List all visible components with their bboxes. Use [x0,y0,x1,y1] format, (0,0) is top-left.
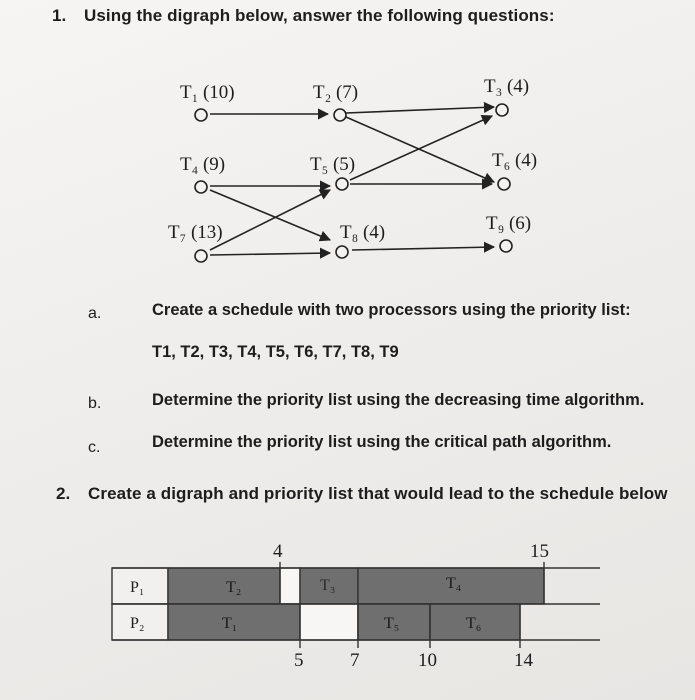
processor-label-p1: P₁ [130,579,145,596]
label-t5: T₅ (5) [310,154,356,175]
axis-top-4: 4 [273,541,283,562]
axis-top-15: 15 [530,541,549,562]
block-label-t3: T₃ [320,577,336,594]
block-label-t2: T₂ [226,579,242,596]
part-c-text: Determine the priority list using the critical path algorithm. [152,433,612,451]
block-label-t5: T₅ [384,615,400,632]
part-b-text: Determine the priority list using the decreasing time algorithm. [152,391,645,409]
part-a-letter: a. [88,305,102,322]
block-label-t6: T₆ [466,615,482,632]
part-c-letter: c. [88,439,101,456]
question-2-prompt: Create a digraph and priority list that would lead to the schedule below [88,484,668,503]
processor-label-p2: P₂ [130,615,145,632]
axis-bottom-10: 10 [418,650,437,671]
part-b-letter: b. [88,395,102,412]
part-a-priority-list: T1, T2, T3, T4, T5, T6, T7, T8, T9 [152,343,399,361]
label-t6: T₆ (4) [492,150,538,171]
axis-bottom-5: 5 [294,650,304,671]
block-label-t4: T₄ [446,575,462,592]
label-t7: T₇ (13) [168,222,223,243]
question-1-prompt: Using the digraph below, answer the following questions: [84,6,555,25]
label-t3: T₃ (4) [484,76,530,97]
axis-bottom-7: 7 [350,650,360,671]
label-t2: T₂ (7) [313,82,359,103]
label-t1: T₁ (10) [180,82,235,103]
axis-bottom-14: 14 [514,650,533,671]
question-1-number: 1. [52,6,67,25]
question-2-number: 2. [56,484,71,503]
p2-idle-block [300,604,358,640]
label-t4: T₄ (9) [180,154,226,175]
p1-idle-block [280,568,300,604]
part-a-text: Create a schedule with two processors using the priority list: [152,301,631,319]
p1-block-t2 [168,568,280,604]
block-label-t1: T₁ [222,615,238,632]
label-t8: T₈ (4) [340,222,386,243]
label-t9: T₉ (6) [486,213,532,234]
